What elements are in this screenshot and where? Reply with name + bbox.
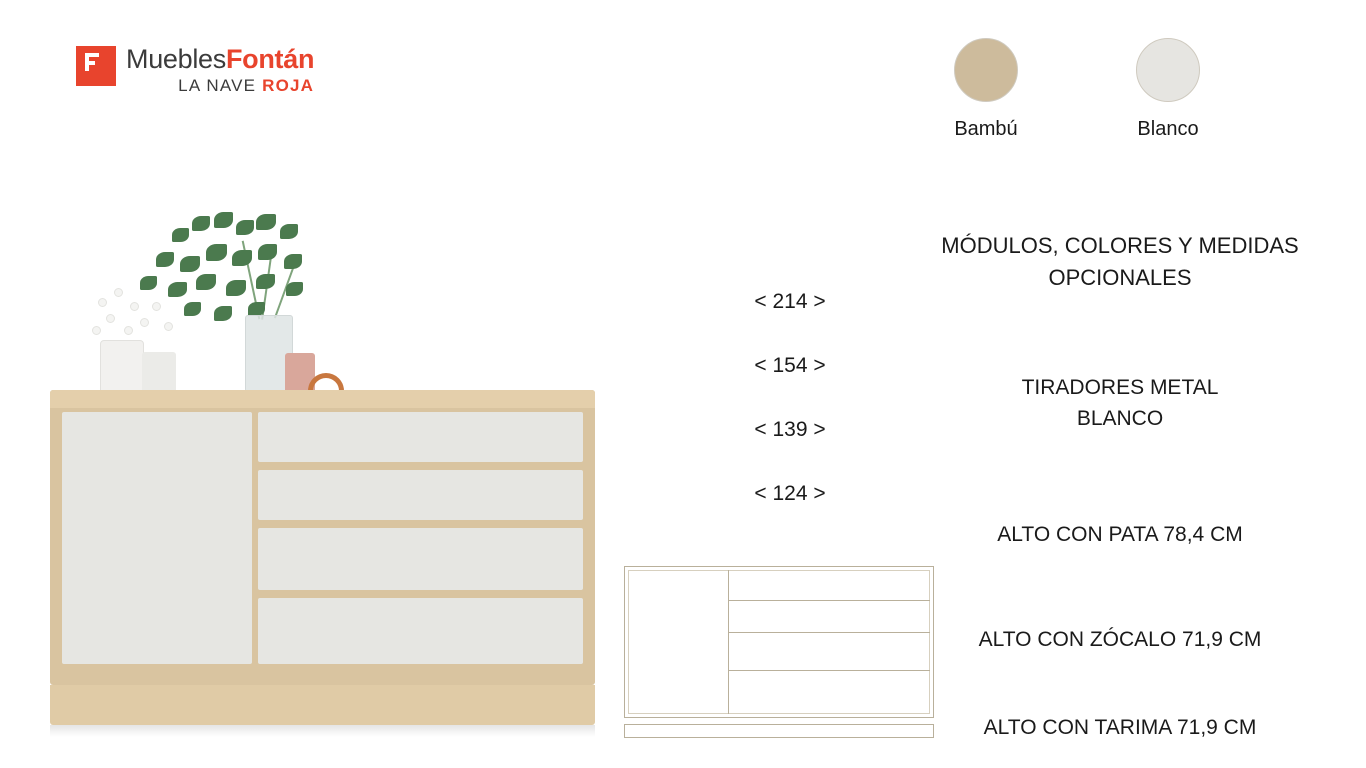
plant-leaf	[172, 228, 189, 242]
drawing-base-plinth	[624, 724, 934, 738]
plant-leaf	[214, 306, 232, 321]
brand-tagline	[126, 77, 314, 94]
sideboard-photo	[40, 200, 600, 750]
plant-leaf	[168, 282, 187, 297]
plant-leaf	[184, 302, 201, 316]
plant-leaf	[140, 276, 157, 290]
sideboard-furniture	[50, 390, 595, 730]
plant-leaf	[256, 274, 275, 289]
swatch-label-blanco: Blanco	[1137, 118, 1199, 140]
plant-leaf	[192, 216, 210, 231]
sideboard-drawer	[258, 528, 583, 590]
sideboard-drawer	[258, 598, 583, 664]
plant-leaf	[258, 244, 277, 260]
sideboard-door	[62, 412, 252, 664]
specs-height-plinth: ALTO CON ZÓCALO 71,9 CM	[978, 628, 1262, 652]
width-option-214: < 214 >	[754, 290, 826, 313]
specs-headline-line2: OPCIONALES	[1048, 264, 1192, 290]
plant-decor	[80, 210, 340, 395]
brand-name-part1: Muebles	[126, 44, 226, 74]
plant-leaf	[284, 254, 302, 269]
specifications-panel	[900, 230, 1340, 743]
specs-height-platform: ALTO CON TARIMA 71,9 CM	[983, 715, 1257, 739]
specs-handles-line2: BLANCO	[1076, 407, 1164, 431]
specs-handles	[900, 372, 1340, 435]
width-options-list	[700, 290, 880, 546]
plant-leaf	[232, 250, 252, 266]
swatch-circle-bambu	[954, 38, 1018, 102]
specs-headline	[900, 230, 1340, 294]
plant-leaf	[196, 274, 216, 290]
specs-headline-line1: MÓDULOS, COLORES Y MEDIDAS	[941, 233, 1299, 258]
brand-name-part2: Fontán	[225, 44, 315, 74]
brand-logo	[76, 46, 314, 94]
brand-wordmark	[126, 46, 314, 94]
fontan-square-logo-icon	[76, 46, 116, 86]
plant-leaf	[226, 280, 246, 296]
plant-leaf	[156, 252, 174, 267]
plant-leaf	[280, 224, 298, 239]
sideboard-drawer	[258, 470, 583, 520]
plant-leaf	[248, 302, 265, 316]
brand-tagline-part2: ROJA	[262, 76, 315, 95]
floor-shadow	[50, 725, 595, 737]
sideboard-plinth	[50, 685, 595, 725]
plant-leaf	[180, 256, 200, 272]
specs-height-leg: ALTO CON PATA 78,4 CM	[997, 522, 1243, 546]
swatch-bambu[interactable]	[950, 38, 1022, 141]
brand-name	[126, 46, 314, 73]
drawing-divider-vertical	[728, 570, 729, 714]
swatch-circle-blanco	[1136, 38, 1200, 102]
sideboard-top-panel	[50, 390, 595, 408]
color-swatch-list	[950, 38, 1204, 141]
plant-leaf	[206, 244, 227, 261]
brand-tagline-part1: LA NAVE	[178, 76, 263, 95]
sideboard-technical-drawing	[624, 566, 934, 742]
plant-leaf	[286, 282, 303, 296]
sideboard-drawer	[258, 412, 583, 462]
logo-mark-detail	[85, 61, 95, 65]
plant-leaf	[256, 214, 276, 230]
drawing-inner-frame	[628, 570, 930, 714]
swatch-label-bambu: Bambú	[954, 118, 1018, 140]
plant-leaf	[214, 212, 233, 228]
plant-leaf	[236, 220, 254, 235]
specs-handles-line1: TIRADORES METAL	[1021, 375, 1219, 399]
width-option-124: < 124 >	[754, 482, 826, 505]
width-option-139: < 139 >	[754, 418, 826, 441]
swatch-blanco[interactable]	[1132, 38, 1204, 141]
width-option-154: < 154 >	[754, 354, 826, 377]
